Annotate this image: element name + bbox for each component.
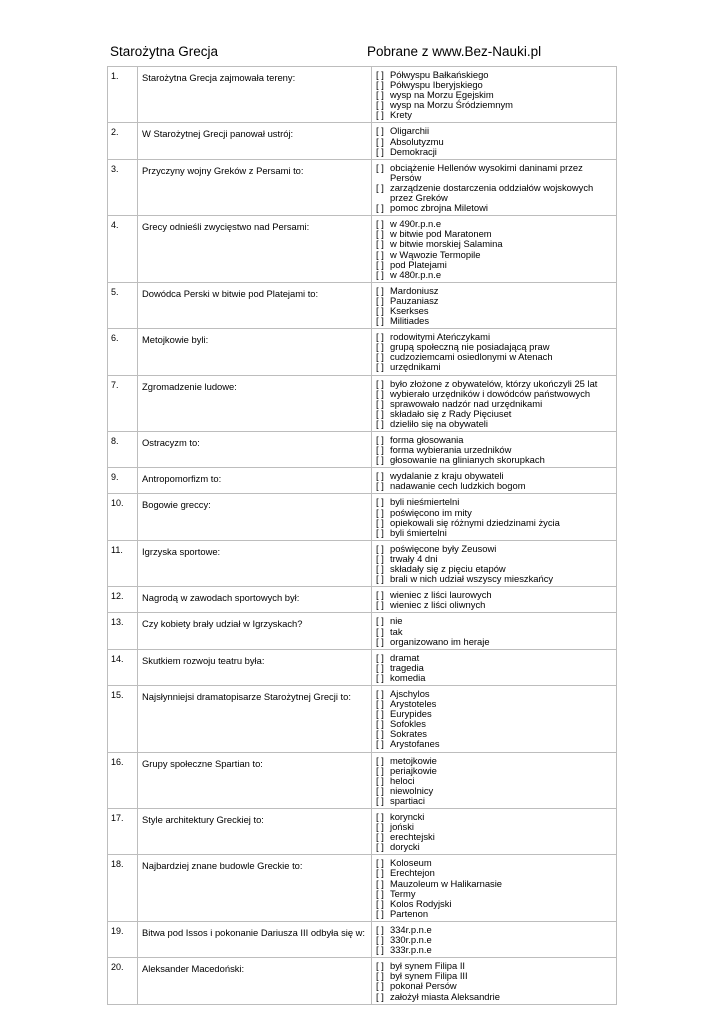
- checkbox-brackets[interactable]: [ ]: [376, 444, 384, 456]
- question-number: 9.: [108, 468, 138, 494]
- answer-option-label: 330r.p.n.e: [390, 934, 432, 946]
- question-text: Ostracyzm to:: [138, 432, 372, 468]
- answer-option-label: był synem Filipa II: [390, 960, 466, 972]
- question-number: 14.: [108, 649, 138, 685]
- answer-option-label: w 490r.p.n.e: [390, 218, 442, 230]
- answer-options: [372, 685, 617, 752]
- answer-option[interactable]: [376, 842, 614, 852]
- page-header: [110, 44, 620, 64]
- checkbox-brackets[interactable]: [ ]: [376, 99, 384, 111]
- question-row: [108, 216, 617, 283]
- question-row: [108, 67, 617, 123]
- checkbox-brackets[interactable]: [ ]: [376, 258, 384, 270]
- answer-option-label: opiekowali się różnymi dziedzinami życia: [390, 516, 560, 528]
- checkbox-brackets[interactable]: [ ]: [376, 161, 384, 173]
- answer-option-label: w bitwie pod Maratonem: [390, 228, 492, 240]
- answer-options: [372, 468, 617, 494]
- checkbox-brackets[interactable]: [ ]: [376, 228, 384, 240]
- answer-option-label: Kolos Rodyjski: [390, 897, 452, 909]
- question-number: 7.: [108, 375, 138, 431]
- checkbox-brackets[interactable]: [ ]: [376, 589, 384, 601]
- answer-option-label: sprawowało nadzór nad urzędnikami: [390, 397, 543, 409]
- answer-options: [372, 67, 617, 123]
- answer-option-label: erechtejski: [390, 831, 435, 843]
- document-title: Starożytna Grecja: [110, 44, 219, 59]
- answer-option[interactable]: [376, 739, 614, 749]
- checkbox-brackets[interactable]: [ ]: [376, 89, 384, 101]
- answer-option-label: metojkowie: [390, 754, 437, 766]
- question-row: [108, 432, 617, 468]
- checkbox-brackets[interactable]: [ ]: [376, 506, 384, 518]
- checkbox-brackets[interactable]: [ ]: [376, 635, 384, 647]
- answer-option-label: organizowano im heraje: [390, 635, 490, 647]
- answer-option[interactable]: [376, 183, 614, 203]
- question-row: [108, 494, 617, 540]
- checkbox-brackets[interactable]: [ ]: [376, 687, 384, 699]
- checkbox-brackets[interactable]: [ ]: [376, 698, 384, 710]
- question-row: [108, 958, 617, 1004]
- checkbox-brackets[interactable]: [ ]: [376, 69, 384, 80]
- question-row: [108, 613, 617, 649]
- answer-option-label: poświęcone były Zeusowi: [390, 542, 497, 554]
- answer-option-label: joński: [390, 821, 414, 833]
- checkbox-brackets[interactable]: [ ]: [376, 351, 384, 363]
- answer-options: [372, 587, 617, 613]
- answer-option-label: Absolutyzmu: [390, 135, 444, 147]
- checkbox-brackets[interactable]: [ ]: [376, 728, 384, 740]
- answer-option-label: pomoc zbrojna Miletowi: [390, 202, 488, 214]
- answer-option-label: wieniec z liści laurowych: [390, 589, 492, 601]
- answer-option[interactable]: [376, 147, 614, 157]
- answer-option[interactable]: [376, 163, 614, 183]
- source-label: Pobrane z www.Bez-Nauki.pl: [367, 44, 542, 59]
- checkbox-brackets[interactable]: [ ]: [376, 563, 384, 575]
- checkbox-brackets[interactable]: [ ]: [376, 434, 384, 445]
- checkbox-brackets[interactable]: [ ]: [376, 857, 384, 869]
- checkbox-brackets[interactable]: [ ]: [376, 573, 384, 585]
- question-row: [108, 685, 617, 752]
- question-text: Igrzyska sportowe:: [138, 540, 372, 586]
- checkbox-brackets[interactable]: [ ]: [376, 417, 384, 429]
- checkbox-brackets[interactable]: [ ]: [376, 268, 384, 280]
- checkbox-brackets[interactable]: [ ]: [376, 738, 384, 750]
- checkbox-brackets[interactable]: [ ]: [376, 218, 384, 230]
- checkbox-brackets[interactable]: [ ]: [376, 315, 384, 327]
- question-text: Bogowie greccy:: [138, 494, 372, 540]
- answer-option[interactable]: [376, 796, 614, 806]
- checkbox-brackets[interactable]: [ ]: [376, 470, 384, 482]
- answer-option-label: dorycki: [390, 841, 420, 853]
- answer-options: [372, 375, 617, 431]
- answer-option[interactable]: [376, 616, 614, 626]
- answer-option-label: Krety: [390, 109, 412, 121]
- answer-option-label: Termy: [390, 887, 416, 899]
- checkbox-brackets[interactable]: [ ]: [376, 341, 384, 353]
- answer-option-label: w 480r.p.n.e: [390, 268, 442, 280]
- checkbox-brackets[interactable]: [ ]: [376, 407, 384, 419]
- answer-option-label: Kserkses: [390, 304, 429, 316]
- answer-option-label: zarządzenie dostarczenia oddziałów wojskowych przez Greków: [390, 181, 594, 204]
- checkbox-brackets[interactable]: [ ]: [376, 897, 384, 909]
- answer-option-label: byli śmiertelni: [390, 526, 447, 538]
- checkbox-brackets[interactable]: [ ]: [376, 970, 384, 982]
- checkbox-brackets[interactable]: [ ]: [376, 625, 384, 637]
- question-row: [108, 282, 617, 328]
- checkbox-brackets[interactable]: [ ]: [376, 661, 384, 673]
- answer-option[interactable]: [376, 528, 614, 538]
- quiz-body: [108, 67, 617, 1005]
- checkbox-brackets[interactable]: [ ]: [376, 552, 384, 564]
- checkbox-brackets[interactable]: [ ]: [376, 542, 384, 554]
- answer-option-label: Pauzaniasz: [390, 294, 439, 306]
- question-text: Przyczyny wojny Greków z Persami to:: [138, 159, 372, 215]
- checkbox-brackets[interactable]: [ ]: [376, 202, 384, 214]
- question-text: Antropomorfizm to:: [138, 468, 372, 494]
- answer-option-label: Sofokles: [390, 718, 426, 730]
- checkbox-brackets[interactable]: [ ]: [376, 615, 384, 627]
- answer-option-label: periajkowie: [390, 764, 437, 776]
- answer-option-label: 334r.p.n.e: [390, 923, 432, 935]
- answer-option-label: wysp na Morzu Śródziemnym: [390, 99, 513, 111]
- question-number: 13.: [108, 613, 138, 649]
- answer-options: [372, 282, 617, 328]
- question-number: 1.: [108, 67, 138, 123]
- checkbox-brackets[interactable]: [ ]: [376, 907, 384, 919]
- answer-options: [372, 809, 617, 855]
- question-row: [108, 123, 617, 159]
- checkbox-brackets[interactable]: [ ]: [376, 784, 384, 796]
- answer-option-label: był synem Filipa III: [390, 970, 468, 982]
- question-number: 8.: [108, 432, 138, 468]
- checkbox-brackets[interactable]: [ ]: [376, 877, 384, 889]
- answer-option[interactable]: [376, 673, 614, 683]
- answer-option-label: składały się z pięciu etapów: [390, 563, 506, 575]
- question-row: [108, 375, 617, 431]
- checkbox-brackets[interactable]: [ ]: [376, 599, 384, 611]
- answer-option-label: Półwyspu Iberyjskiego: [390, 79, 483, 91]
- answer-option-label: było złożone z obywatelów, którzy ukończyli 25 lat: [390, 377, 598, 389]
- answer-option-label: obciążenie Hellenów wysokimi daninami przez Persów: [390, 161, 583, 183]
- answer-option[interactable]: [376, 316, 614, 326]
- question-number: 4.: [108, 216, 138, 283]
- question-row: [108, 329, 617, 375]
- answer-option[interactable]: [376, 637, 614, 647]
- checkbox-brackets[interactable]: [ ]: [376, 480, 384, 492]
- question-row: [108, 649, 617, 685]
- answer-options: [372, 649, 617, 685]
- question-text: Metojkowie byli:: [138, 329, 372, 375]
- answer-option-label: składało się z Rady Pięciuset: [390, 407, 512, 419]
- answer-option-label: Półwyspu Bałkańskiego: [390, 69, 489, 80]
- question-number: 19.: [108, 921, 138, 957]
- checkbox-brackets[interactable]: [ ]: [376, 794, 384, 806]
- answer-option[interactable]: [376, 945, 614, 955]
- answer-option-label: cudzoziemcami osiedlonymi w Atenach: [390, 351, 553, 363]
- answer-option-label: poświęcono im mity: [390, 506, 472, 518]
- checkbox-brackets[interactable]: [ ]: [376, 754, 384, 766]
- answer-option-label: byli nieśmiertelni: [390, 496, 460, 508]
- question-number: 3.: [108, 159, 138, 215]
- answer-option[interactable]: [376, 574, 614, 584]
- checkbox-brackets[interactable]: [ ]: [376, 671, 384, 683]
- question-text: Czy kobiety brały udział w Igrzyskach?: [138, 613, 372, 649]
- checkbox-brackets[interactable]: [ ]: [376, 454, 384, 466]
- answer-option[interactable]: [376, 481, 614, 491]
- answer-option-label: niewolnicy: [390, 784, 434, 796]
- answer-options: [372, 540, 617, 586]
- checkbox-brackets[interactable]: [ ]: [376, 990, 384, 1002]
- answer-option-label: wydalanie z kraju obywateli: [390, 470, 504, 482]
- question-text: Aleksander Macedoński:: [138, 958, 372, 1004]
- answer-option-label: pod Platejami: [390, 258, 447, 270]
- answer-option-label: Arystofanes: [390, 738, 440, 750]
- answer-options: [372, 329, 617, 375]
- checkbox-brackets[interactable]: [ ]: [376, 294, 384, 306]
- answer-option-label: wieniec z liści oliwnych: [390, 599, 486, 611]
- checkbox-brackets[interactable]: [ ]: [376, 887, 384, 899]
- question-row: [108, 587, 617, 613]
- question-text: Starożytna Grecja zajmowała tereny:: [138, 67, 372, 123]
- answer-options: [372, 432, 617, 468]
- checkbox-brackets[interactable]: [ ]: [376, 331, 384, 343]
- checkbox-brackets[interactable]: [ ]: [376, 387, 384, 399]
- answer-option-label: tak: [390, 625, 403, 637]
- checkbox-brackets[interactable]: [ ]: [376, 135, 384, 147]
- checkbox-brackets[interactable]: [ ]: [376, 821, 384, 833]
- answer-option-label: heloci: [390, 774, 415, 786]
- question-number: 16.: [108, 752, 138, 808]
- question-text: Style architektury Greckiej to:: [138, 809, 372, 855]
- checkbox-brackets[interactable]: [ ]: [376, 145, 384, 157]
- checkbox-brackets[interactable]: [ ]: [376, 718, 384, 730]
- answer-option-label: grupą społeczną nie posiadającą praw: [390, 341, 550, 353]
- checkbox-brackets[interactable]: [ ]: [376, 361, 384, 373]
- question-number: 17.: [108, 809, 138, 855]
- checkbox-brackets[interactable]: [ ]: [376, 397, 384, 409]
- question-row: [108, 752, 617, 808]
- checkbox-brackets[interactable]: [ ]: [376, 516, 384, 528]
- answer-option-label: wybierało urzędników i dowódców państwowych: [390, 387, 591, 399]
- checkbox-brackets[interactable]: [ ]: [376, 109, 384, 121]
- answer-option[interactable]: [376, 203, 614, 213]
- answer-options: [372, 216, 617, 283]
- question-text: Grecy odnieśli zwycięstwo nad Persami:: [138, 216, 372, 283]
- question-text: Najbardziej znane budowle Greckie to:: [138, 855, 372, 922]
- question-row: [108, 540, 617, 586]
- question-row: [108, 921, 617, 957]
- answer-option-label: trwały 4 dni: [390, 552, 438, 564]
- answer-option-label: nadawanie cech ludzkich bogom: [390, 480, 526, 492]
- question-row: [108, 468, 617, 494]
- answer-option-label: dramat: [390, 651, 420, 663]
- answer-option-label: Militiades: [390, 315, 430, 327]
- answer-option-label: w bitwie morskiej Salamina: [390, 238, 503, 250]
- question-text: W Starożytnej Grecji panował ustrój:: [138, 123, 372, 159]
- checkbox-brackets[interactable]: [ ]: [376, 526, 384, 538]
- answer-option[interactable]: [376, 600, 614, 610]
- checkbox-brackets[interactable]: [ ]: [376, 377, 384, 389]
- answer-option-label: Ajschylos: [390, 687, 430, 699]
- answer-option-label: Mauzoleum w Halikarnasie: [390, 877, 503, 889]
- checkbox-brackets[interactable]: [ ]: [376, 841, 384, 853]
- answer-option-label: Koloseum: [390, 857, 432, 869]
- question-number: 20.: [108, 958, 138, 1004]
- checkbox-brackets[interactable]: [ ]: [376, 980, 384, 992]
- answer-option-label: koryncki: [390, 811, 425, 822]
- answer-option-label: nie: [390, 615, 403, 627]
- answer-options: [372, 921, 617, 957]
- checkbox-brackets[interactable]: [ ]: [376, 934, 384, 946]
- answer-option[interactable]: [376, 110, 614, 120]
- checkbox-brackets[interactable]: [ ]: [376, 79, 384, 91]
- question-number: 15.: [108, 685, 138, 752]
- answer-option[interactable]: [376, 419, 614, 429]
- checkbox-brackets[interactable]: [ ]: [376, 867, 384, 879]
- checkbox-brackets[interactable]: [ ]: [376, 831, 384, 843]
- question-number: 5.: [108, 282, 138, 328]
- answer-option-label: Mardoniusz: [390, 284, 439, 296]
- checkbox-brackets[interactable]: [ ]: [376, 284, 384, 296]
- answer-options: [372, 494, 617, 540]
- checkbox-brackets[interactable]: [ ]: [376, 774, 384, 786]
- answer-option-label: w Wąwozie Termopile: [390, 248, 481, 260]
- answer-options: [372, 855, 617, 922]
- answer-option-label: Oligarchii: [390, 125, 430, 137]
- question-number: 10.: [108, 494, 138, 540]
- answer-options: [372, 123, 617, 159]
- checkbox-brackets[interactable]: [ ]: [376, 651, 384, 663]
- question-row: [108, 159, 617, 215]
- answer-option-label: Demokracji: [390, 145, 437, 157]
- answer-options: [372, 613, 617, 649]
- answer-option-label: wysp na Morzu Egejskim: [390, 89, 494, 101]
- question-text: Nagrodą w zawodach sportowych był:: [138, 587, 372, 613]
- answer-option[interactable]: [376, 909, 614, 919]
- checkbox-brackets[interactable]: [ ]: [376, 496, 384, 508]
- answer-options: [372, 752, 617, 808]
- question-number: 18.: [108, 855, 138, 922]
- question-text: Skutkiem rozwoju teatru była:: [138, 649, 372, 685]
- checkbox-brackets[interactable]: [ ]: [376, 304, 384, 316]
- answer-option-label: głosowanie na glinianych skorupkach: [390, 454, 545, 466]
- question-number: 2.: [108, 123, 138, 159]
- answer-options: [372, 159, 617, 215]
- answer-option-label: forma głosowania: [390, 434, 464, 445]
- checkbox-brackets[interactable]: [ ]: [376, 181, 384, 193]
- answer-option-label: brali w nich udział wszyscy mieszkańcy: [390, 573, 554, 585]
- quiz-table: [107, 66, 617, 1005]
- question-number: 11.: [108, 540, 138, 586]
- answer-option-label: 333r.p.n.e: [390, 944, 432, 956]
- question-text: Grupy społeczne Spartian to:: [138, 752, 372, 808]
- answer-option-label: urzędnikami: [390, 361, 441, 373]
- answer-option-label: spartiaci: [390, 794, 425, 806]
- question-row: [108, 855, 617, 922]
- answer-options: [372, 958, 617, 1004]
- answer-option-label: Partenon: [390, 907, 429, 919]
- checkbox-brackets[interactable]: [ ]: [376, 960, 384, 972]
- checkbox-brackets[interactable]: [ ]: [376, 125, 384, 137]
- checkbox-brackets[interactable]: [ ]: [376, 811, 384, 822]
- question-text: Najsłynniejsi dramatopisarze Starożytnej Grecji to:: [138, 685, 372, 752]
- question-row: [108, 809, 617, 855]
- question-text: Dowódca Perski w bitwie pod Platejami to:: [138, 282, 372, 328]
- answer-option[interactable]: [376, 362, 614, 372]
- checkbox-brackets[interactable]: [ ]: [376, 923, 384, 935]
- answer-option-label: Erechtejon: [390, 867, 435, 879]
- answer-option-label: Arystoteles: [390, 698, 437, 710]
- checkbox-brackets[interactable]: [ ]: [376, 238, 384, 250]
- answer-option-label: rodowitymi Ateńczykami: [390, 331, 491, 343]
- answer-option-label: założył miasta Aleksandrie: [390, 990, 500, 1002]
- checkbox-brackets[interactable]: [ ]: [376, 764, 384, 776]
- answer-option-label: Sokrates: [390, 728, 427, 740]
- answer-option-label: pokonał Persów: [390, 980, 457, 992]
- question-number: 6.: [108, 329, 138, 375]
- answer-option[interactable]: [376, 270, 614, 280]
- checkbox-brackets[interactable]: [ ]: [376, 248, 384, 260]
- answer-option-label: komedia: [390, 671, 426, 683]
- answer-option-label: forma wybierania urzedników: [390, 444, 512, 456]
- question-text: Bitwa pod Issos i pokonanie Dariusza III odbyła się w:: [138, 921, 372, 957]
- checkbox-brackets[interactable]: [ ]: [376, 944, 384, 956]
- answer-option-label: dzieliło się na obywateli: [390, 417, 488, 429]
- question-number: 12.: [108, 587, 138, 613]
- answer-option[interactable]: [376, 455, 614, 465]
- answer-option-label: Eurypides: [390, 708, 432, 720]
- checkbox-brackets[interactable]: [ ]: [376, 708, 384, 720]
- question-text: Zgromadzenie ludowe:: [138, 375, 372, 431]
- answer-option-label: tragedia: [390, 661, 424, 673]
- answer-option[interactable]: [376, 992, 614, 1002]
